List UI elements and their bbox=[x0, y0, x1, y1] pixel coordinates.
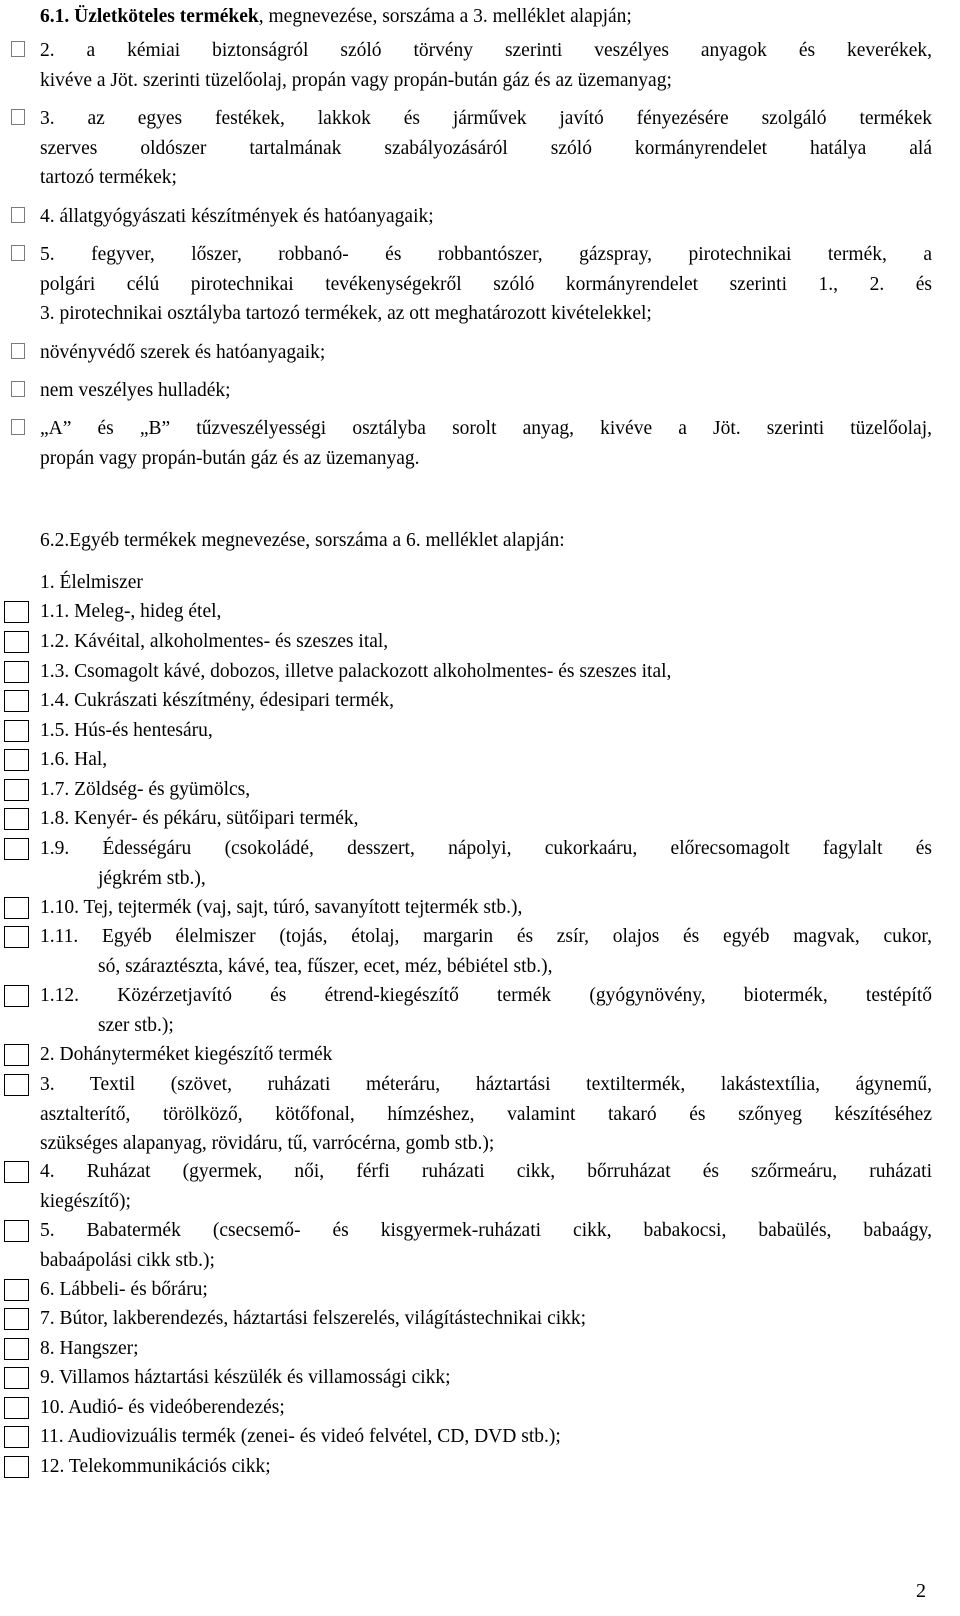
item-line: 1.11. Egyéb élelmiszer (tojás, étolaj, margarin és zsír, olajos és egyéb magvak, cukor, bbox=[40, 926, 932, 947]
item-line: „A” és „B” tűzveszélyességi osztályba sorolt anyag, kivéve a Jöt. szerinti tüzelőolaj, bbox=[40, 418, 932, 439]
item-line: 7. Bútor, lakberendezés, háztartási felszerelés, világítástechnikai cikk; bbox=[40, 1308, 587, 1329]
item-line: 8. Hangszer; bbox=[40, 1338, 139, 1359]
section2-subheading: 1. Élelmiszer bbox=[40, 572, 143, 593]
page-number: 2 bbox=[916, 1580, 926, 1602]
checkbox[interactable] bbox=[11, 343, 25, 359]
item-line: 1.1. Meleg-, hideg étel, bbox=[40, 601, 222, 622]
item-line: babaápolási cikk stb.); bbox=[40, 1249, 215, 1271]
checkbox[interactable] bbox=[4, 808, 29, 830]
item-line: 1.2. Kávéital, alkoholmentes- és szeszes ital, bbox=[40, 631, 389, 652]
checkbox[interactable] bbox=[4, 779, 29, 801]
checkbox[interactable] bbox=[4, 1044, 29, 1066]
checkbox[interactable] bbox=[4, 749, 29, 771]
item-line: növényvédő szerek és hatóanyagaik; bbox=[40, 342, 326, 363]
item-line: 1.9. Édességáru (csokoládé, desszert, nápolyi, cukorkaáru, előrecsomagolt fagylalt és bbox=[40, 838, 932, 859]
item-line: 1.4. Cukrászati készítmény, édesipari termék, bbox=[40, 690, 394, 711]
item-line: kivéve a Jöt. szerinti tüzelőolaj, propán vagy propán-bután gáz és az üzemanyag; bbox=[40, 69, 672, 91]
checkbox[interactable] bbox=[4, 1367, 29, 1389]
item-line: 1.10. Tej, tejtermék (vaj, sajt, túró, savanyított tejtermék stb.), bbox=[40, 897, 523, 918]
item-line: propán vagy propán-bután gáz és az üzemanyag. bbox=[40, 447, 420, 469]
item-line: szükséges alapanyag, rövidáru, tű, varrócérna, gomb stb.); bbox=[40, 1133, 495, 1154]
item-line: 3. Textil (szövet, ruházati méteráru, háztartási textiltermék, lakástextília, ágynemű, bbox=[40, 1074, 932, 1095]
item-line: 1.3. Csomagolt kávé, dobozos, illetve palackozott alkoholmentes- és szeszes ital, bbox=[40, 661, 672, 682]
item-line: 1.6. Hal, bbox=[40, 749, 108, 770]
item-line: 2. a kémiai biztonságról szóló törvény szerinti veszélyes anyagok és keverékek, bbox=[40, 40, 932, 61]
checkbox[interactable] bbox=[4, 1456, 29, 1478]
checkbox[interactable] bbox=[4, 838, 29, 860]
item-line: szer stb.); bbox=[98, 1014, 174, 1036]
item-line: 12. Telekommunikációs cikk; bbox=[40, 1456, 271, 1477]
item-line: kiegészítő); bbox=[40, 1190, 131, 1212]
checkbox[interactable] bbox=[4, 1161, 29, 1183]
item-line: 5. fegyver, lőszer, robbanó- és robbantószer, gázspray, pirotechnikai termék, a bbox=[40, 244, 932, 265]
item-line: 4. Ruházat (gyermek, női, férfi ruházati cikk, bőrruházat és szőrmeáru, ruházati bbox=[40, 1161, 932, 1182]
item-line: 1.7. Zöldség- és gyümölcs, bbox=[40, 779, 251, 800]
item-line: só, száraztészta, kávé, tea, fűszer, ecet, méz, bébiétel stb.), bbox=[98, 955, 553, 977]
section1-heading-rest: , megnevezése, sorszáma a 3. melléklet alapján; bbox=[258, 6, 632, 27]
section1-heading bbox=[40, 2, 932, 32]
checkbox[interactable] bbox=[4, 661, 29, 683]
item-line: jégkrém stb.), bbox=[98, 867, 206, 889]
item-line: 2. Dohányterméket kiegészítő termék bbox=[40, 1044, 333, 1065]
item-line: 3. az egyes festékek, lakkok és járművek javító fényezésére szolgáló termékek bbox=[40, 108, 932, 129]
item-line: szerves oldószer tartalmának szabályozásáról szóló kormányrendelet hatálya alá bbox=[40, 137, 932, 159]
checkbox[interactable] bbox=[11, 41, 25, 57]
checkbox[interactable] bbox=[11, 419, 25, 435]
checkbox[interactable] bbox=[11, 207, 25, 223]
checkbox[interactable] bbox=[4, 1338, 29, 1360]
item-line: 4. állatgyógyászati készítmények és hatóanyagaik; bbox=[40, 206, 434, 227]
item-line: 1.8. Kenyér- és pékáru, sütőipari termék, bbox=[40, 808, 359, 829]
checkbox[interactable] bbox=[4, 690, 29, 712]
checkbox[interactable] bbox=[11, 381, 25, 397]
checkbox[interactable] bbox=[4, 926, 29, 948]
item-line: 5. Babatermék (csecsemő- és kisgyermek-ruházati cikk, babakocsi, babaülés, babaágy, bbox=[40, 1220, 932, 1241]
checkbox[interactable] bbox=[4, 720, 29, 742]
checkbox[interactable] bbox=[4, 601, 29, 623]
checkbox[interactable] bbox=[4, 1074, 29, 1096]
checkbox[interactable] bbox=[4, 985, 29, 1007]
item-line: 11. Audiovizuális termék (zenei- és videó felvétel, CD, DVD stb.); bbox=[40, 1426, 561, 1447]
checkbox[interactable] bbox=[4, 897, 29, 919]
item-line: 1.12. Közérzetjavító és étrend-kiegészítő termék (gyógynövény, biotermék, testépítő bbox=[40, 985, 932, 1006]
item-line: tartozó termékek; bbox=[40, 167, 177, 188]
checkbox[interactable] bbox=[4, 631, 29, 653]
checkbox[interactable] bbox=[4, 1397, 29, 1419]
checkbox[interactable] bbox=[4, 1279, 29, 1301]
item-line: 10. Audió- és videóberendezés; bbox=[40, 1397, 285, 1418]
section2-heading: 6.2.Egyéb termékek megnevezése, sorszáma a 6. melléklet alapján: bbox=[40, 530, 565, 551]
checkbox[interactable] bbox=[11, 245, 25, 261]
item-line: polgári célú pirotechnikai tevékenységekről szóló kormányrendelet szerinti 1., 2. és bbox=[40, 273, 932, 295]
checkbox[interactable] bbox=[4, 1426, 29, 1448]
item-line: nem veszélyes hulladék; bbox=[40, 380, 231, 401]
item-line: 9. Villamos háztartási készülék és villamossági cikk; bbox=[40, 1367, 451, 1388]
checkbox[interactable] bbox=[11, 109, 25, 125]
item-line: 1.5. Hús-és hentesáru, bbox=[40, 720, 213, 741]
section1-heading-bold: 6.1. Üzletköteles termékek bbox=[40, 6, 259, 27]
item-line: asztalterítő, törölköző, kötőfonal, hímzéshez, valamint takaró és szőnyeg készítéséhez bbox=[40, 1103, 932, 1125]
item-line: 6. Lábbeli- és bőráru; bbox=[40, 1279, 208, 1300]
checkbox[interactable] bbox=[4, 1308, 29, 1330]
item-line: 3. pirotechnikai osztályba tartozó termékek, az ott meghatározott kivételekkel; bbox=[40, 303, 652, 324]
checkbox[interactable] bbox=[4, 1220, 29, 1242]
